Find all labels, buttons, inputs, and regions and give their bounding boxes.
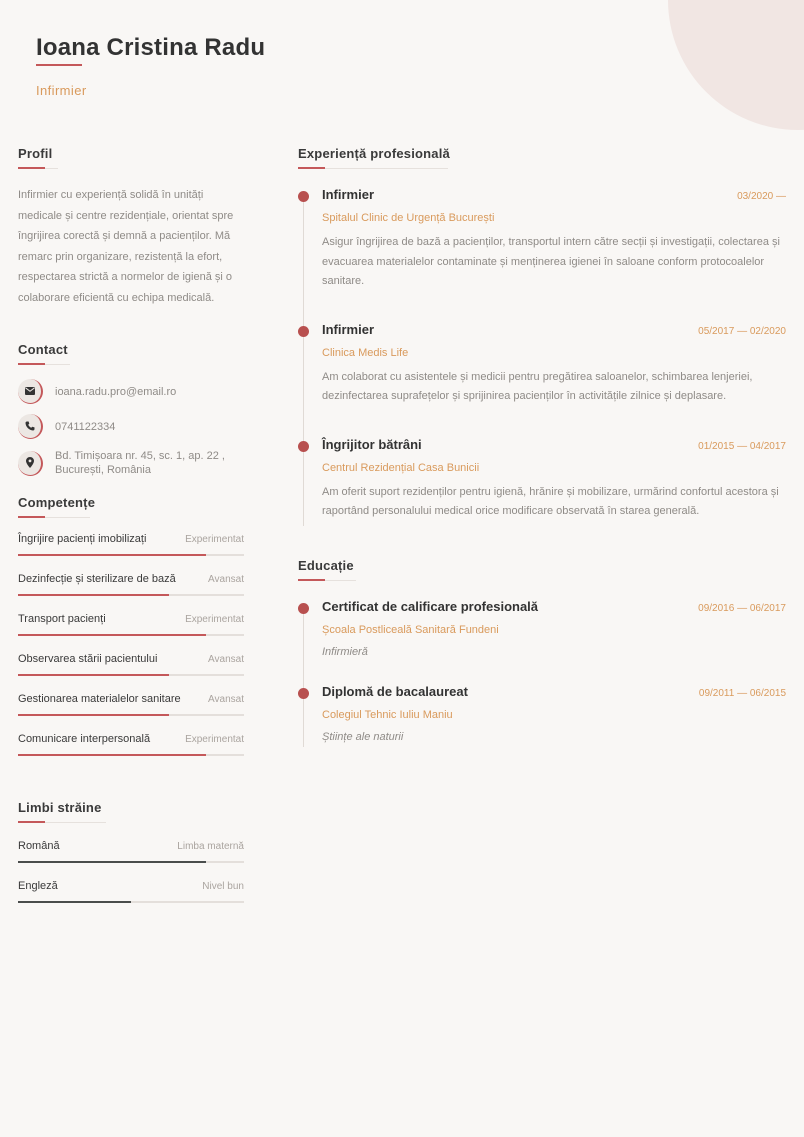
degree-field: Științe ale naturii: [322, 730, 404, 743]
timeline-dot: [298, 326, 309, 337]
skill-item: [18, 533, 244, 556]
section-rule: [18, 516, 244, 518]
education-section: [298, 558, 786, 747]
section-rule: [298, 579, 786, 581]
skill-item: [18, 733, 244, 756]
skill-bar: [18, 754, 244, 756]
contact-address: [18, 449, 244, 477]
contact-section: [18, 342, 244, 477]
degree-date: 09/2016 — 06/2017: [698, 602, 786, 614]
name-underline: [36, 64, 82, 66]
decorative-corner-circle: [668, 0, 804, 130]
candidate-role: Infirmier: [36, 83, 87, 98]
skill-bar-fill: [18, 714, 169, 716]
job-date: 01/2015 — 04/2017: [698, 440, 786, 452]
profile-section: [18, 146, 244, 308]
skill-item: [18, 573, 244, 596]
job-title: Infirmier: [322, 187, 375, 202]
skill-bar-fill: [18, 594, 169, 596]
experience-section: [298, 146, 786, 526]
skill-name: Transport pacienți: [18, 613, 106, 625]
skill-name: Gestionarea materialelor sanitare: [18, 693, 181, 705]
contact-title: Contact: [18, 342, 68, 357]
skills-list: [18, 533, 244, 756]
skill-bar: [18, 714, 244, 716]
email-text[interactable]: ioana.radu.pro@email.ro: [55, 385, 177, 398]
skills-title: Competențe: [18, 495, 96, 510]
language-bar: [18, 861, 244, 863]
experience-entry: [298, 187, 786, 292]
profile-text: Infirmier cu experiență solidă în unități medicale și centre rezidențiale, orientat spre îngrijirea corectă și demnă a pacienților. Mă remarc prin organizare, rezistență la efort, respectarea strictă a normelor de igienă și o colaborare eficientă cu echipa medicală.: [18, 189, 234, 304]
contact-email: [18, 379, 244, 404]
resume-header: [36, 34, 265, 98]
job-title: Infirmier: [322, 321, 375, 337]
skill-level: Experimentat: [185, 734, 244, 745]
job-title: Îngrijitor bătrâni: [322, 436, 422, 452]
language-bar: [18, 901, 244, 903]
timeline-dot: [298, 441, 309, 452]
experience-entry: [298, 322, 786, 407]
degree-title: Diplomă de bacalaureat: [322, 683, 468, 699]
skill-level: Experimentat: [185, 534, 244, 545]
skill-bar-fill: [18, 754, 206, 756]
contact-phone: [18, 414, 244, 439]
phone-icon: [18, 414, 43, 439]
skill-name: Observarea stării pacientului: [18, 653, 158, 665]
job-employer: Clinica Medis Life: [322, 346, 409, 359]
language-level: Nivel bun: [202, 881, 244, 892]
languages-section: [18, 800, 244, 903]
skill-bar: [18, 674, 244, 676]
job-date: 05/2017 — 02/2020: [698, 325, 786, 337]
skills-section: [18, 495, 244, 756]
skill-level: Avansat: [208, 574, 244, 585]
language-item: [18, 840, 244, 863]
school-name: Școala Postliceală Sanitară Fundeni: [322, 623, 499, 636]
experience-title: Experiență profesională: [298, 146, 450, 161]
degree-field: Infirmieră: [322, 645, 368, 658]
section-rule: [18, 167, 244, 169]
email-icon: [18, 379, 43, 404]
education-timeline: [298, 599, 786, 747]
timeline-dot: [298, 688, 309, 699]
language-bar-fill: [18, 901, 131, 903]
left-column: [18, 146, 244, 903]
section-rule: [298, 167, 786, 169]
degree-title: Certificat de calificare profesională: [322, 598, 539, 614]
degree-date: 09/2011 — 06/2015: [698, 687, 786, 699]
job-employer: Spitalul Clinic de Urgență București: [322, 212, 495, 224]
skill-item: [18, 653, 244, 676]
job-description: Am colaborat cu asistentele și medicii pentru pregătirea saloanelor, schimbarea lenjeriei, dezinfectarea suprafețelor și sprijinirea pacienților în activitățile zilnice și deplasare.: [322, 370, 753, 402]
experience-entry: [298, 437, 786, 526]
education-entry: [298, 599, 786, 658]
job-employer: Centrul Rezidențial Casa Bunicii: [322, 461, 480, 474]
contact-list: [18, 379, 244, 477]
skill-item: [18, 693, 244, 716]
location-pin-icon: [18, 451, 43, 476]
experience-timeline: [298, 187, 786, 526]
education-entry: [298, 684, 786, 747]
profile-title: Profil: [18, 146, 53, 161]
skill-name: Îngrijire pacienți imobilizați: [18, 533, 147, 545]
right-column: [298, 146, 786, 773]
skill-name: Comunicare interpersonală: [18, 733, 151, 745]
language-name: Română: [18, 840, 60, 852]
school-name: Colegiul Tehnic Iuliu Maniu: [322, 708, 453, 721]
language-level: Limba maternă: [177, 841, 244, 852]
skill-bar: [18, 554, 244, 556]
candidate-name: Ioana Cristina Radu: [36, 34, 266, 61]
section-rule: [18, 363, 244, 365]
phone-text[interactable]: 0741122334: [55, 420, 116, 433]
skill-bar-fill: [18, 674, 169, 676]
language-name: Engleză: [18, 880, 58, 892]
skill-level: Experimentat: [185, 614, 244, 625]
skill-bar-fill: [18, 554, 206, 556]
section-rule: [18, 821, 244, 823]
language-bar-fill: [18, 861, 206, 863]
skill-bar: [18, 634, 244, 636]
skill-bar: [18, 594, 244, 596]
timeline-dot: [298, 603, 309, 614]
education-title: Educație: [298, 557, 354, 573]
skill-item: [18, 613, 244, 636]
job-date: 03/2020 —: [737, 191, 786, 202]
skill-level: Avansat: [208, 694, 244, 705]
job-description: Asigur îngrijirea de bază a pacienților, transportul intern către secții și investigații, colectarea și evacuarea materialelor contaminate și menținerea igienei în saloane conform protocoalelor sanitare.: [322, 236, 780, 287]
address-text: Bd. Timișoara nr. 45, sc. 1, ap. 22 , București, România: [55, 450, 225, 476]
skill-bar-fill: [18, 634, 206, 636]
timeline-dot: [298, 191, 309, 202]
skill-level: Avansat: [208, 654, 244, 665]
language-item: [18, 880, 244, 903]
languages-title: Limbi străine: [18, 800, 102, 815]
job-description: Am oferit suport rezidenților pentru igienă, hrănire și mobilizare, urmărind confortul acestora și raportând personalului medical orice modificare observată în starea generală.: [322, 485, 779, 517]
skill-name: Dezinfecție și sterilizare de bază: [18, 573, 176, 585]
